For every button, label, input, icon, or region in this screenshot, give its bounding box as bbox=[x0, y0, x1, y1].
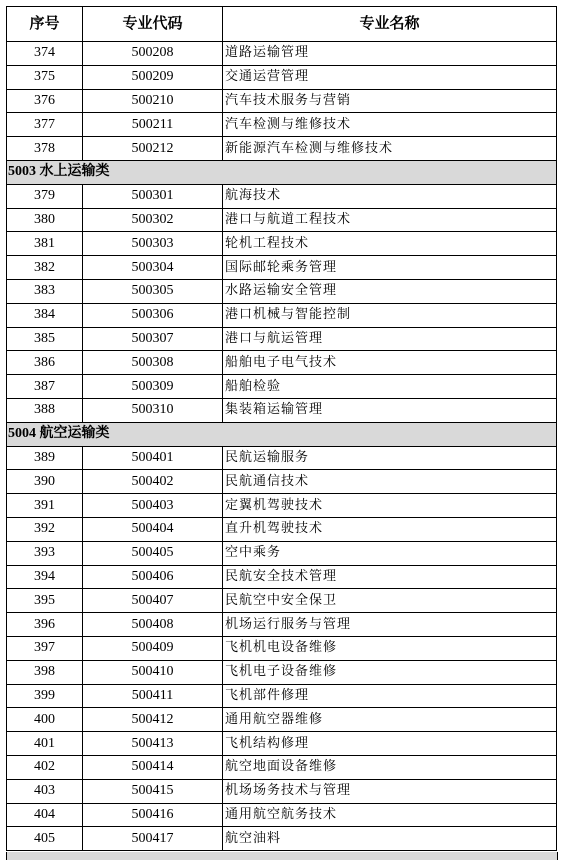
major-code: 500407 bbox=[83, 589, 223, 613]
row-number: 376 bbox=[7, 89, 83, 113]
table-row bbox=[7, 732, 557, 756]
major-name: 船舶检验 bbox=[223, 375, 557, 399]
major-name: 通用航空航务技术 bbox=[223, 803, 557, 827]
table-row bbox=[7, 827, 557, 851]
major-name: 道路运输管理 bbox=[223, 42, 557, 66]
row-number: 384 bbox=[7, 303, 83, 327]
major-code: 500409 bbox=[83, 636, 223, 660]
major-code: 500212 bbox=[83, 137, 223, 161]
table-row bbox=[7, 565, 557, 589]
row-number: 398 bbox=[7, 660, 83, 684]
table-row bbox=[7, 494, 557, 518]
major-name: 集装箱运输管理 bbox=[223, 398, 557, 422]
table-row bbox=[7, 327, 557, 351]
major-name: 机场运行服务与管理 bbox=[223, 613, 557, 637]
major-code: 500416 bbox=[83, 803, 223, 827]
table-row bbox=[7, 208, 557, 232]
table-row bbox=[7, 113, 557, 137]
category-row bbox=[7, 160, 557, 184]
table-row bbox=[7, 256, 557, 280]
table-row bbox=[7, 541, 557, 565]
row-number: 374 bbox=[7, 42, 83, 66]
majors-table bbox=[6, 6, 557, 851]
row-number: 394 bbox=[7, 565, 83, 589]
row-number: 401 bbox=[7, 732, 83, 756]
major-name: 民航空中安全保卫 bbox=[223, 589, 557, 613]
row-number: 389 bbox=[7, 446, 83, 470]
major-code: 500303 bbox=[83, 232, 223, 256]
major-name: 轮机工程技术 bbox=[223, 232, 557, 256]
row-number: 378 bbox=[7, 137, 83, 161]
table-row bbox=[7, 589, 557, 613]
major-name: 机场场务技术与管理 bbox=[223, 779, 557, 803]
major-code: 500401 bbox=[83, 446, 223, 470]
table-row bbox=[7, 398, 557, 422]
major-code: 500415 bbox=[83, 779, 223, 803]
table-row bbox=[7, 65, 557, 89]
major-code: 500411 bbox=[83, 684, 223, 708]
table-row bbox=[7, 375, 557, 399]
major-code: 500406 bbox=[83, 565, 223, 589]
table-row bbox=[7, 755, 557, 779]
major-code: 500408 bbox=[83, 613, 223, 637]
row-number: 388 bbox=[7, 398, 83, 422]
category-label: 5003 水上运输类 bbox=[7, 160, 557, 184]
major-name: 定翼机驾驶技术 bbox=[223, 494, 557, 518]
category-row bbox=[7, 422, 557, 446]
major-code: 500413 bbox=[83, 732, 223, 756]
row-number: 399 bbox=[7, 684, 83, 708]
major-code: 500304 bbox=[83, 256, 223, 280]
table-row bbox=[7, 303, 557, 327]
row-number: 375 bbox=[7, 65, 83, 89]
row-number: 402 bbox=[7, 755, 83, 779]
row-number: 391 bbox=[7, 494, 83, 518]
major-name: 船舶电子电气技术 bbox=[223, 351, 557, 375]
major-name: 飞机结构修理 bbox=[223, 732, 557, 756]
row-number: 390 bbox=[7, 470, 83, 494]
header-row bbox=[7, 7, 557, 42]
table-row bbox=[7, 636, 557, 660]
major-name: 飞机机电设备维修 bbox=[223, 636, 557, 660]
major-name: 国际邮轮乘务管理 bbox=[223, 256, 557, 280]
major-code: 500414 bbox=[83, 755, 223, 779]
category-label: 5004 航空运输类 bbox=[7, 422, 557, 446]
table-row bbox=[7, 517, 557, 541]
major-code: 500305 bbox=[83, 279, 223, 303]
major-name: 民航通信技术 bbox=[223, 470, 557, 494]
major-code: 500404 bbox=[83, 517, 223, 541]
major-name: 空中乘务 bbox=[223, 541, 557, 565]
major-code: 500410 bbox=[83, 660, 223, 684]
major-code: 500306 bbox=[83, 303, 223, 327]
major-code: 500210 bbox=[83, 89, 223, 113]
table-row bbox=[7, 708, 557, 732]
major-code: 500412 bbox=[83, 708, 223, 732]
table-row bbox=[7, 660, 557, 684]
table-row bbox=[7, 279, 557, 303]
table-row bbox=[7, 351, 557, 375]
row-number: 397 bbox=[7, 636, 83, 660]
major-code: 500310 bbox=[83, 398, 223, 422]
header-code: 专业代码 bbox=[83, 7, 223, 42]
table-row bbox=[7, 470, 557, 494]
row-number: 404 bbox=[7, 803, 83, 827]
row-number: 393 bbox=[7, 541, 83, 565]
table-row bbox=[7, 184, 557, 208]
row-number: 396 bbox=[7, 613, 83, 637]
major-name: 新能源汽车检测与维修技术 bbox=[223, 137, 557, 161]
major-name: 交通运营管理 bbox=[223, 65, 557, 89]
row-number: 380 bbox=[7, 208, 83, 232]
row-number: 377 bbox=[7, 113, 83, 137]
row-number: 400 bbox=[7, 708, 83, 732]
major-code: 500403 bbox=[83, 494, 223, 518]
major-name: 汽车技术服务与营销 bbox=[223, 89, 557, 113]
table-row bbox=[7, 684, 557, 708]
row-number: 395 bbox=[7, 589, 83, 613]
row-number: 392 bbox=[7, 517, 83, 541]
row-number: 387 bbox=[7, 375, 83, 399]
header-num: 序号 bbox=[7, 7, 83, 42]
table-row bbox=[7, 232, 557, 256]
major-name: 民航安全技术管理 bbox=[223, 565, 557, 589]
next-category-row-edge bbox=[6, 852, 558, 860]
header-name: 专业名称 bbox=[223, 7, 557, 42]
table-row bbox=[7, 446, 557, 470]
table-row bbox=[7, 613, 557, 637]
major-name: 航空油料 bbox=[223, 827, 557, 851]
major-name: 水路运输安全管理 bbox=[223, 279, 557, 303]
major-name: 港口机械与智能控制 bbox=[223, 303, 557, 327]
table-row bbox=[7, 42, 557, 66]
row-number: 382 bbox=[7, 256, 83, 280]
major-name: 航空地面设备维修 bbox=[223, 755, 557, 779]
major-code: 500302 bbox=[83, 208, 223, 232]
table-row bbox=[7, 89, 557, 113]
major-code: 500208 bbox=[83, 42, 223, 66]
row-number: 403 bbox=[7, 779, 83, 803]
major-name: 航海技术 bbox=[223, 184, 557, 208]
major-name: 汽车检测与维修技术 bbox=[223, 113, 557, 137]
row-number: 383 bbox=[7, 279, 83, 303]
row-number: 379 bbox=[7, 184, 83, 208]
major-code: 500308 bbox=[83, 351, 223, 375]
major-code: 500307 bbox=[83, 327, 223, 351]
table-row bbox=[7, 779, 557, 803]
table-row bbox=[7, 803, 557, 827]
major-name: 直升机驾驶技术 bbox=[223, 517, 557, 541]
row-number: 386 bbox=[7, 351, 83, 375]
row-number: 385 bbox=[7, 327, 83, 351]
major-name: 飞机电子设备维修 bbox=[223, 660, 557, 684]
table-body bbox=[7, 42, 557, 851]
major-name: 民航运输服务 bbox=[223, 446, 557, 470]
major-name: 飞机部件修理 bbox=[223, 684, 557, 708]
major-code: 500405 bbox=[83, 541, 223, 565]
major-name: 港口与航道工程技术 bbox=[223, 208, 557, 232]
major-code: 500211 bbox=[83, 113, 223, 137]
major-name: 港口与航运管理 bbox=[223, 327, 557, 351]
major-name: 通用航空器维修 bbox=[223, 708, 557, 732]
major-code: 500209 bbox=[83, 65, 223, 89]
major-code: 500301 bbox=[83, 184, 223, 208]
major-code: 500417 bbox=[83, 827, 223, 851]
table-row bbox=[7, 137, 557, 161]
major-code: 500402 bbox=[83, 470, 223, 494]
major-code: 500309 bbox=[83, 375, 223, 399]
row-number: 405 bbox=[7, 827, 83, 851]
row-number: 381 bbox=[7, 232, 83, 256]
